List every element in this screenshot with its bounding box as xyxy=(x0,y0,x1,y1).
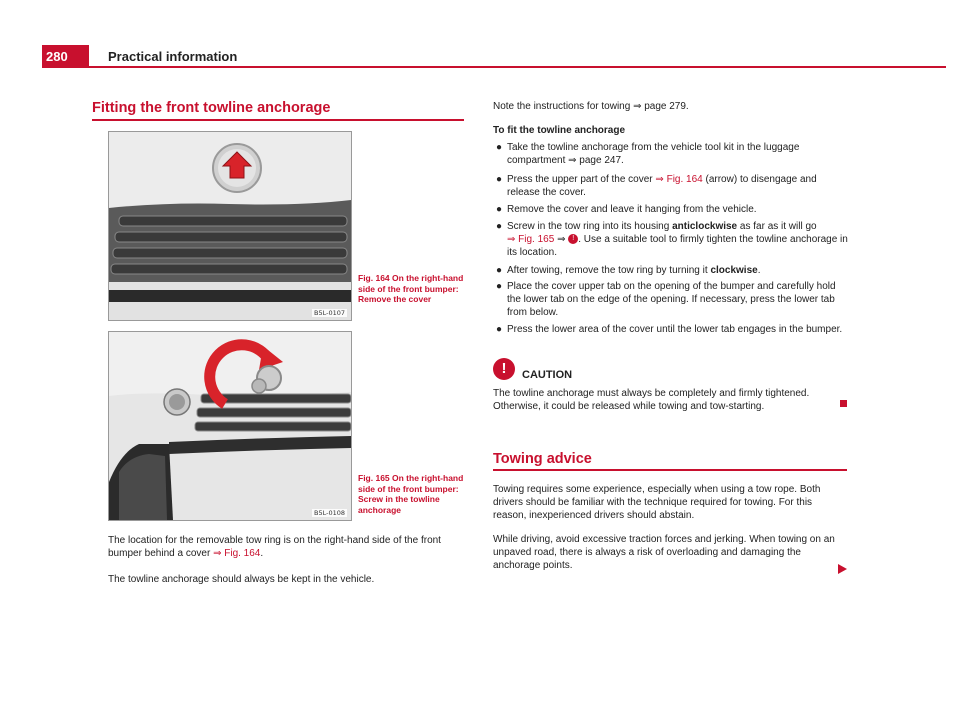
figure-165-image xyxy=(108,331,352,521)
continued-arrow-icon xyxy=(838,564,847,574)
step-5-bold: clockwise xyxy=(710,265,758,276)
bullet: ● xyxy=(496,265,503,276)
location-text-end: . xyxy=(260,548,264,559)
bullet: ● xyxy=(496,142,503,153)
bullet: ● xyxy=(496,281,503,292)
figure-164-code: B5L-0107 xyxy=(314,309,345,317)
section-end-mark xyxy=(840,400,847,407)
section-title-towing-advice: Towing advice xyxy=(493,451,592,467)
step-4-text-end: . Use a suitable tool to firmly tighten the towline anchorage in its location. xyxy=(507,234,848,258)
header-rule xyxy=(89,66,946,68)
step-6-text: Place the cover upper tab on the opening of the bumper and carefully hold the lower tab on the edge of the opening. If necessary, press the lower tab from below. xyxy=(507,281,836,318)
fig-164-link[interactable]: ⇒ Fig. 164 xyxy=(213,548,261,559)
section-title-fitting: Fitting the front towline anchorage xyxy=(92,100,331,116)
step-4-text: Screw in the tow ring into its housing xyxy=(507,221,673,232)
fig-165-link[interactable]: ⇒ Fig. 165 xyxy=(507,234,555,245)
step-4-bold: anticlockwise xyxy=(672,221,738,232)
caution-title: CAUTION xyxy=(522,369,573,381)
caution-icon: ! xyxy=(493,358,515,380)
step-7 xyxy=(496,323,850,336)
figure-164-caption: Fig. 164 On the right-hand side of the front bumper: Remove the cover xyxy=(358,273,464,304)
step-4 xyxy=(496,220,850,259)
step-3 xyxy=(496,203,850,216)
bullet: ● xyxy=(496,174,503,185)
step-4-arrow: ⇒ xyxy=(554,234,569,245)
step-6 xyxy=(496,280,850,319)
caution-ref-icon[interactable]: ! xyxy=(568,234,578,244)
figure-164-image xyxy=(108,131,352,321)
keep-paragraph: The towline anchorage should always be kept in the vehicle. xyxy=(108,574,375,585)
bullet: ● xyxy=(496,324,503,335)
towing-advice-paragraph-1: Towing requires some experience, especially when using a tow rope. Both drivers should be familiar with the technique required for towing. For this reason, inexperienced drivers should abstain. xyxy=(493,484,821,521)
step-5 xyxy=(496,264,850,277)
figure-165-code: B5L-0108 xyxy=(314,509,345,517)
towing-advice-paragraph-2: While driving, avoid excessive traction forces and jerking. When towing on an unpaved road, there is always a risk of overloading and damaging the anchorage points. xyxy=(493,534,835,571)
step-1-text: Take the towline anchorage from the vehicle tool kit in the luggage compartment ⇒ page 247. xyxy=(507,142,800,166)
page-header-title: Practical information xyxy=(108,49,238,64)
towing-note: Note the instructions for towing ⇒ page 279. xyxy=(493,101,689,112)
section-rule-towing-advice xyxy=(493,469,847,471)
step-7-text: Press the lower area of the cover until the lower tab engages in the bumper. xyxy=(507,324,843,335)
section-rule-fitting xyxy=(92,119,464,121)
fit-subheading: To fit the towline anchorage xyxy=(493,125,626,136)
location-paragraph xyxy=(108,534,466,560)
step-5-text: After towing, remove the tow ring by turning it xyxy=(507,265,711,276)
location-text: The location for the removable tow ring is on the right-hand side of the front bumper behind a cover xyxy=(108,535,441,559)
step-2-text-end: (arrow) to disengage and release the cover. xyxy=(507,174,817,198)
caution-text: The towline anchorage must always be completely and firmly tightened. Otherwise, it could be released while towing and tow-starting. xyxy=(493,388,810,412)
page-number: 280 xyxy=(42,45,89,68)
step-4-text-mid: as far as it will go xyxy=(737,221,817,232)
fig-164-link-2[interactable]: ⇒ Fig. 164 xyxy=(655,174,703,185)
figure-165-caption: Fig. 165 On the right-hand side of the front bumper: Screw in the towline anchorage xyxy=(358,473,464,515)
step-3-text: Remove the cover and leave it hanging from the vehicle. xyxy=(507,204,757,215)
step-2 xyxy=(496,173,850,199)
step-5-text-end: . xyxy=(757,265,761,276)
step-1 xyxy=(496,141,850,167)
bullet: ● xyxy=(496,221,503,232)
bullet: ● xyxy=(496,204,503,215)
step-2-text: Press the upper part of the cover xyxy=(507,174,656,185)
